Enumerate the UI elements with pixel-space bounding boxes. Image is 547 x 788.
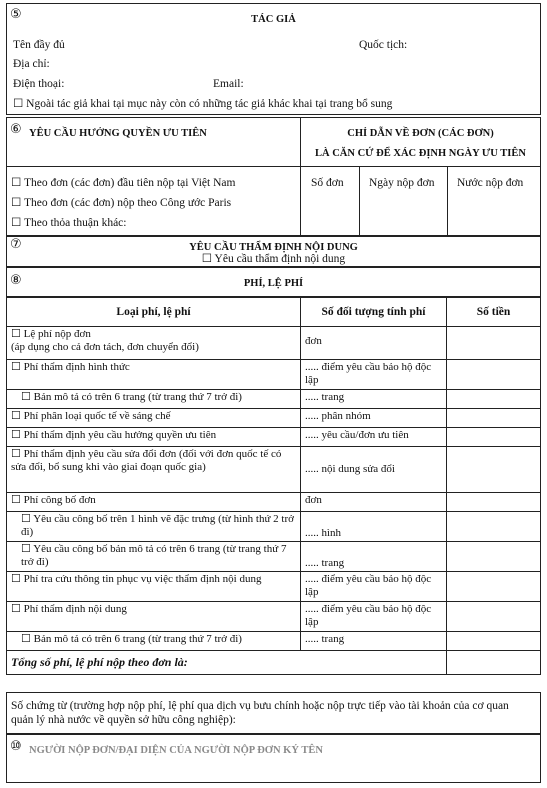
table-row [7, 447, 541, 493]
header-fee-type: Loại phí, lệ phí [7, 298, 301, 327]
fee-name[interactable]: ☐ Phí thẩm định hình thức [7, 360, 301, 390]
fee-count: ..... điểm yêu cầu bảo hộ độc lập [301, 360, 447, 390]
section-number: ⑩ [10, 739, 22, 754]
fee-name[interactable]: ☐ Phí thẩm định yêu cầu hưởng quyền ưu tiên [7, 428, 301, 447]
fee-name[interactable]: ☐ Phí phân loại quốc tế về sáng chế [7, 409, 301, 428]
fee-amount[interactable] [447, 572, 541, 602]
fee-count: ..... trang [301, 390, 447, 409]
section-title: NGƯỜI NỘP ĐƠN/ĐẠI DIỆN CỦA NGƯỜI NỘP ĐƠN KÝ TÊN [29, 745, 323, 756]
fee-count: ..... điểm yêu cầu bảo hộ độc lập [301, 602, 447, 632]
priority-option-vietnam[interactable]: ☐ Theo đơn (các đơn) đầu tiên nộp tại Việt Nam [11, 177, 236, 189]
fee-count: ..... trang [301, 542, 447, 572]
header-count: Số đối tượng tính phí [301, 298, 447, 327]
table-row [7, 512, 541, 542]
fee-name[interactable]: ☐ Phí thẩm định yêu cầu sửa đổi đơn (đối với đơn quốc tế có sửa đổi, bổ sung khi vào giai đoạn quốc gia) [7, 447, 301, 493]
section-priority [6, 117, 541, 236]
section-substantive-exam [6, 236, 541, 267]
full-name-label: Tên đầy đủ [13, 39, 65, 51]
fee-amount[interactable] [447, 542, 541, 572]
total-label: Tổng số phí, lệ phí nộp theo đơn là: [7, 651, 447, 675]
section-title: YÊU CẦU THẨM ĐỊNH NỘI DUNG [189, 242, 358, 253]
section-title: TÁC GIẢ [251, 14, 296, 25]
fee-name[interactable]: ☐ Yêu cầu công bố bản mô tả có trên 6 trang (từ trang thứ 7 trở đi) [7, 542, 301, 572]
column-filing-date: Ngày nộp đơn [369, 177, 435, 189]
fee-name[interactable]: ☐ Yêu cầu công bố trên 1 hình vẽ đặc trưng (từ hình thứ 2 trở đi) [7, 512, 301, 542]
fee-amount[interactable] [447, 512, 541, 542]
table-row [7, 390, 541, 409]
fee-count: đơn [301, 327, 447, 360]
table-row [7, 542, 541, 572]
divider [7, 166, 540, 167]
fee-count: ..... nội dung sửa đổi [301, 447, 447, 493]
nationality-label: Quốc tịch: [359, 39, 408, 51]
fee-name[interactable]: ☐ Bản mô tả có trên 6 trang (từ trang thứ 7 trở đi) [7, 390, 301, 409]
fee-table [6, 297, 541, 675]
priority-option-paris[interactable]: ☐ Theo đơn (các đơn) nộp theo Công ước Paris [11, 197, 232, 209]
table-row [7, 632, 541, 651]
total-row [7, 651, 541, 675]
total-amount[interactable] [447, 651, 541, 675]
fee-amount[interactable] [447, 493, 541, 512]
section-number: ⑧ [10, 273, 22, 288]
section-title: YÊU CẦU HƯỞNG QUYỀN ƯU TIÊN [29, 128, 207, 139]
fee-name[interactable]: ☐ Phí công bố đơn [7, 493, 301, 512]
section-number: ⑦ [10, 237, 22, 252]
table-row [7, 602, 541, 632]
fee-count: đơn [301, 493, 447, 512]
fee-amount[interactable] [447, 428, 541, 447]
section-number: ⑥ [10, 122, 22, 137]
fee-name[interactable]: ☐ Phí tra cứu thông tin phục vụ việc thẩm định nội dung [7, 572, 301, 602]
voucher-label: Số chứng từ (trường hợp nộp phí, lệ phí qua dịch vụ bưu chính hoặc nộp trực tiếp vào tài khoản của cơ quan quản lý nhà nước về quyền sở hữu công nghiệp): [11, 700, 509, 726]
table-row [7, 493, 541, 512]
address-label: Địa chỉ: [13, 58, 50, 70]
priority-option-other[interactable]: ☐ Theo thỏa thuận khác: [11, 217, 127, 229]
table-row [7, 409, 541, 428]
section-title: PHÍ, LỆ PHÍ [243, 278, 304, 289]
fee-amount[interactable] [447, 447, 541, 493]
substantive-exam-checkbox[interactable]: ☐ Yêu cầu thẩm định nội dung [201, 253, 346, 265]
section-author [6, 3, 541, 115]
section-fees [6, 267, 541, 297]
fee-count: ..... điểm yêu cầu bảo hộ độc lập [301, 572, 447, 602]
email-label: Email: [213, 78, 244, 90]
table-row [7, 428, 541, 447]
section-right-title: CHỈ DẪN VỀ ĐƠN (CÁC ĐƠN) [347, 128, 494, 139]
section-right-subtitle: LÀ CĂN CỨ ĐỂ XÁC ĐỊNH NGÀY ƯU TIÊN [315, 148, 526, 159]
divider [359, 166, 360, 235]
fee-amount[interactable] [447, 632, 541, 651]
table-row [7, 327, 541, 360]
fee-count: ..... hình [301, 512, 447, 542]
header-amount: Số tiền [447, 298, 541, 327]
column-application-number: Số đơn [311, 177, 344, 189]
fee-amount[interactable] [447, 390, 541, 409]
fee-name[interactable]: ☐ Phí thẩm định nội dung [7, 602, 301, 632]
table-row [7, 572, 541, 602]
fee-amount[interactable] [447, 327, 541, 360]
form-page [6, 3, 541, 783]
additional-authors-checkbox[interactable]: ☐ Ngoài tác giả khai tại mục này còn có những tác giả khác khai tại trang bổ sung [13, 98, 393, 110]
fee-amount[interactable] [447, 602, 541, 632]
fee-count: ..... trang [301, 632, 447, 651]
fee-name[interactable]: ☐ Bản mô tả có trên 6 trang (từ trang thứ 7 trở đi) [7, 632, 301, 651]
voucher-section [6, 692, 541, 734]
fee-amount[interactable] [447, 360, 541, 390]
section-signature [6, 734, 541, 783]
fee-count: ..... yêu cầu/đơn ưu tiên [301, 428, 447, 447]
fee-table-container [6, 297, 541, 675]
fee-amount[interactable] [447, 409, 541, 428]
fee-name[interactable]: ☐ Lệ phí nộp đơn (áp dụng cho cả đơn tách, đơn chuyển đổi) [7, 327, 301, 360]
fee-count: ..... phân nhóm [301, 409, 447, 428]
divider [447, 166, 448, 235]
column-filing-country: Nước nộp đơn [457, 177, 524, 189]
phone-label: Điện thoại: [13, 78, 65, 90]
table-row [7, 360, 541, 390]
section-number: ⑤ [10, 7, 22, 22]
